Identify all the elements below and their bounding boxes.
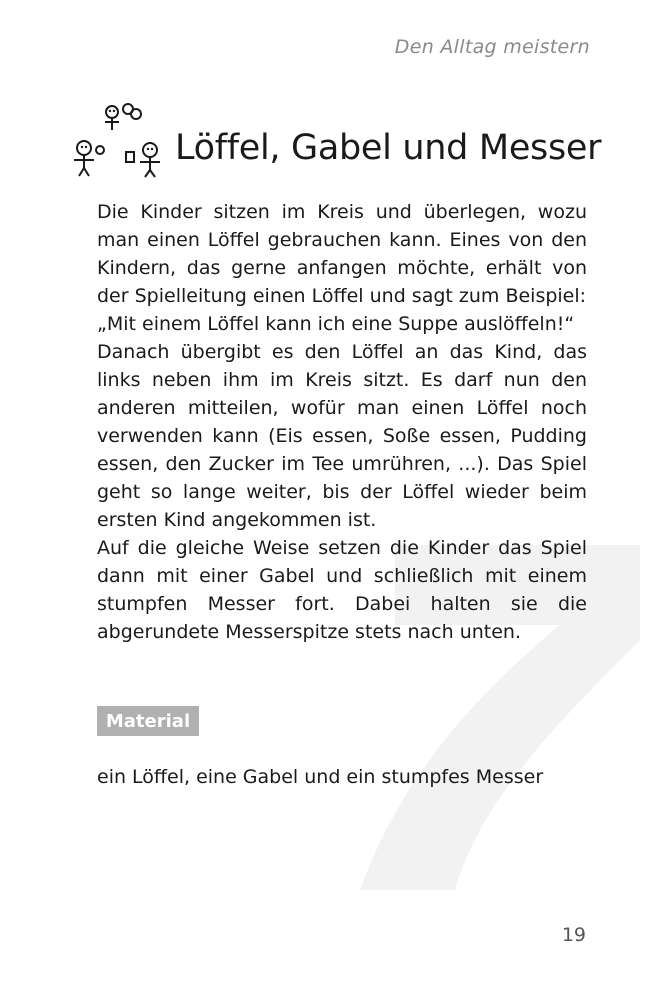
body-text [97, 198, 587, 646]
children-playing-icon [70, 100, 170, 180]
paragraph-3: Auf die gleiche Weise setzen die Kinder das Spiel dann mit einer Gabel und schließlich mit einem stumpfen Messer fort. Dabei halten sie die abgerundete Messerspitze stets nach unten. [97, 537, 587, 643]
page-title: Löffel, Gabel und Messer [175, 128, 602, 168]
paragraph-1: Die Kinder sitzen im Kreis und überlegen, wozu man einen Löffel gebrauchen kann. Eines von den Kindern, das gerne anfangen möchte, erhält von der Spielleitung einen Löffel und sagt zum Beispiel: [97, 201, 587, 307]
quote: „Mit einem Löffel kann ich eine Suppe auslöffeln!“ [97, 313, 575, 335]
chapter-heading [70, 100, 610, 180]
paragraph-2: Danach übergibt es den Löffel an das Kind, das links neben ihm im Kreis sitzt. Es darf nun den anderen mitteilen, wofür man einen Löffel noch verwenden kann (Eis essen, Soße essen, Pudding essen, den Zucker im Tee umrühren, ...). Das Spiel geht so lange weiter, bis der Löffel wieder beim ersten Kind angekommen ist. [97, 341, 587, 531]
material-text: ein Löffel, eine Gabel und ein stumpfes Messer [97, 766, 544, 788]
running-header: Den Alltag meistern [394, 36, 590, 58]
page-number: 19 [561, 924, 586, 946]
material-label: Material [97, 706, 199, 736]
